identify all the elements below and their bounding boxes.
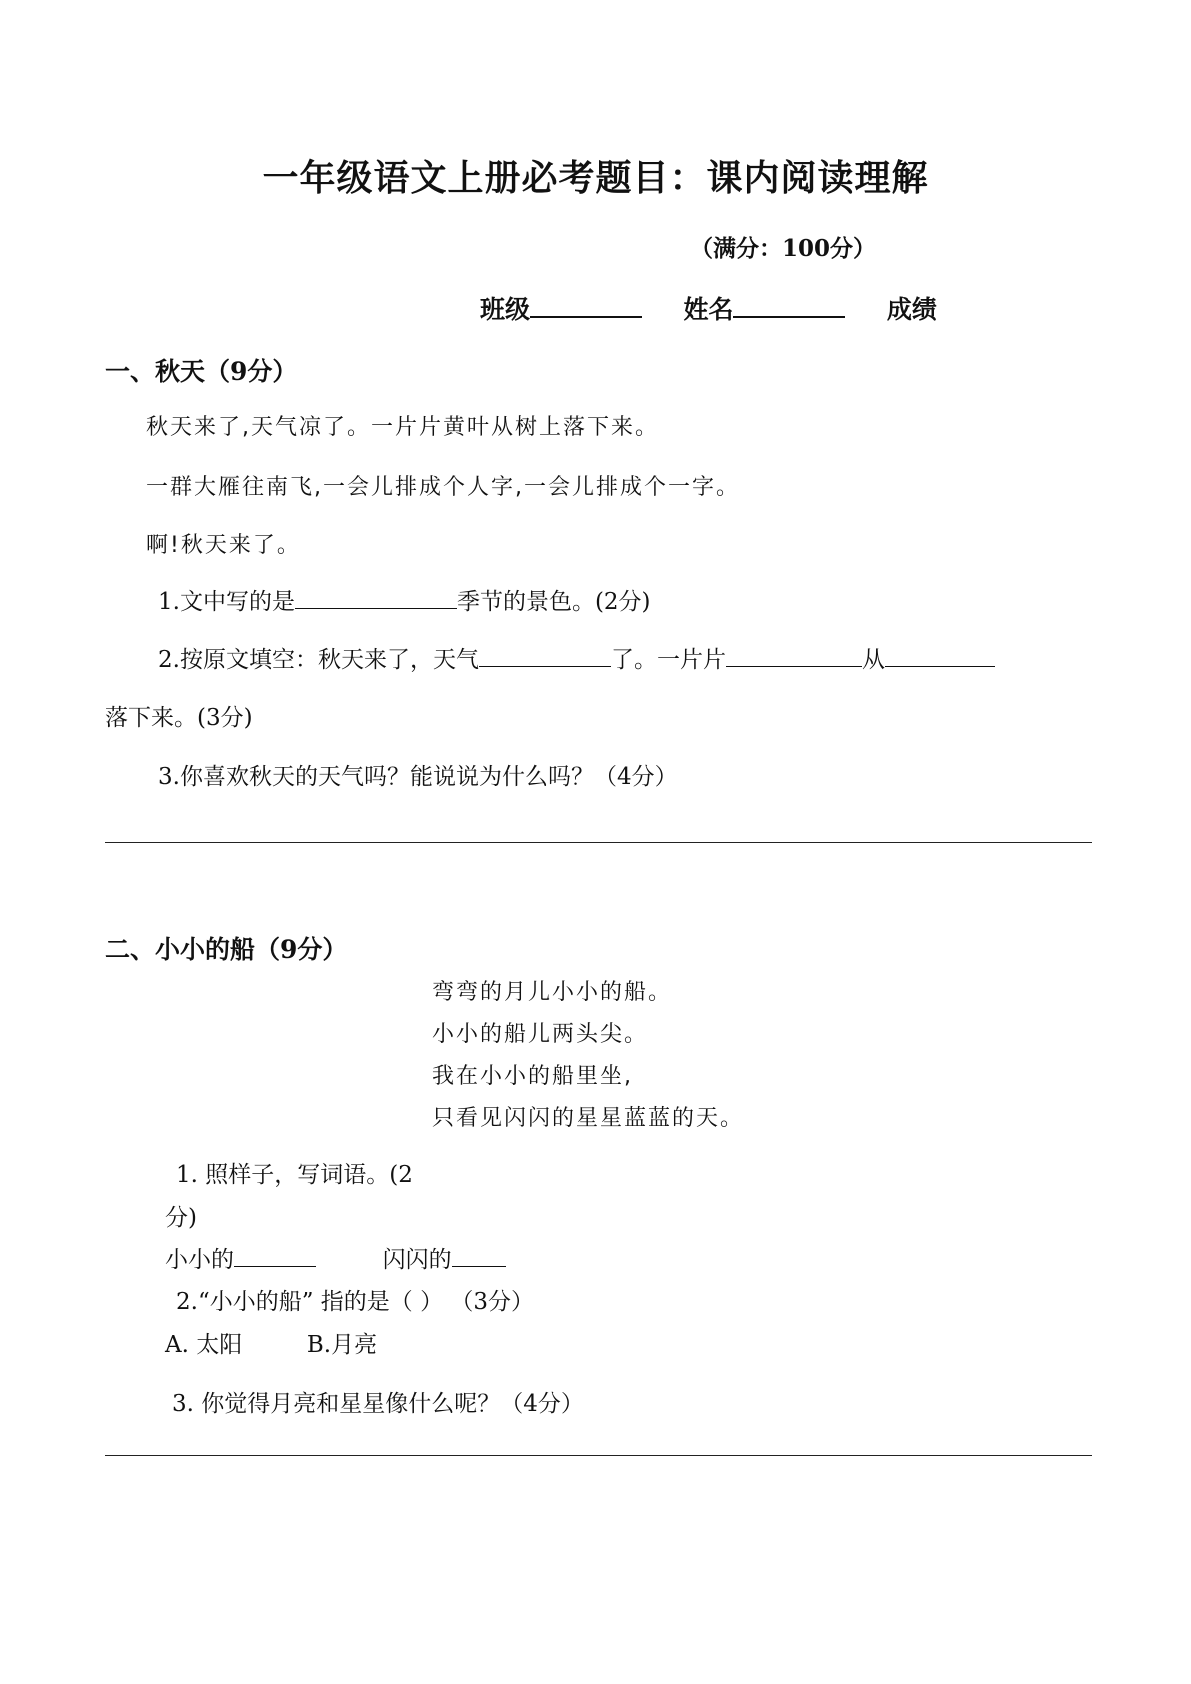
question-2-1-continued: 分)	[165, 1205, 197, 1231]
poem-line-3: 我在小小的船里坐,	[432, 1064, 633, 1089]
section-2-heading: 二、小小的船（9分）	[105, 935, 348, 964]
passage-line-2: 一群大雁往南飞,一会儿排成个人字,一会儿排成个一字。	[146, 475, 740, 500]
name-label: 姓名	[683, 295, 734, 324]
word-pattern-row	[165, 1241, 506, 1274]
answer-blank-tree[interactable]	[885, 646, 995, 667]
poem-line-4: 只看见闪闪的星星蓝蓝的天。	[432, 1106, 745, 1131]
passage-line-1: 秋天来了,天气凉了。一片片黄叶从树上落下来。	[146, 415, 659, 440]
answer-line-2-3[interactable]	[105, 1455, 1092, 1456]
question-2-1: 1. 照样子，写词语。(2	[176, 1162, 413, 1188]
question-2-2: 2.“小小的船” 指的是（ ） （3分）	[176, 1289, 535, 1315]
options-row	[165, 1326, 377, 1359]
answer-blank-season[interactable]	[295, 588, 457, 609]
option-b[interactable]: B.月亮	[306, 1332, 378, 1358]
answer-line-1-3[interactable]	[105, 842, 1092, 843]
answer-blank-word-2[interactable]	[452, 1246, 506, 1267]
passage-line-3: 啊!秋天来了。	[146, 533, 301, 558]
section-1-heading: 一、秋天（9分）	[105, 357, 298, 386]
answer-blank-weather[interactable]	[479, 646, 611, 667]
question-2-3: 3. 你觉得月亮和星星像什么呢？（4分）	[172, 1391, 584, 1417]
student-info-line	[480, 290, 937, 326]
option-a[interactable]: A. 太阳	[165, 1332, 243, 1358]
score-label: 成绩	[886, 295, 937, 324]
word-pattern-1: 小小的	[165, 1247, 234, 1273]
poem-line-1: 弯弯的月儿小小的船。	[432, 980, 673, 1005]
question-1-3: 3.你喜欢秋天的天气吗？能说说为什么吗？（4分）	[158, 764, 678, 790]
answer-blank-leaves[interactable]	[726, 646, 862, 667]
class-label: 班级	[480, 295, 531, 324]
question-1-2: 2.按原文填空：秋天来了，天气 了。一片片 从	[158, 641, 995, 674]
poem-line-2: 小小的船儿两头尖。	[432, 1022, 649, 1047]
name-input-blank[interactable]	[733, 294, 845, 318]
class-input-blank[interactable]	[530, 294, 642, 318]
word-pattern-2: 闪闪的	[382, 1247, 452, 1273]
full-score-label: （满分：100分）	[690, 235, 877, 262]
page-title: 一年级语文上册必考题目：课内阅读理解	[262, 157, 929, 199]
answer-blank-word-1[interactable]	[234, 1246, 316, 1267]
question-1-1: 1.文中写的是 季节的景色。(2分)	[158, 589, 651, 615]
question-1-2-continued: 落下来。(3分)	[105, 705, 253, 731]
